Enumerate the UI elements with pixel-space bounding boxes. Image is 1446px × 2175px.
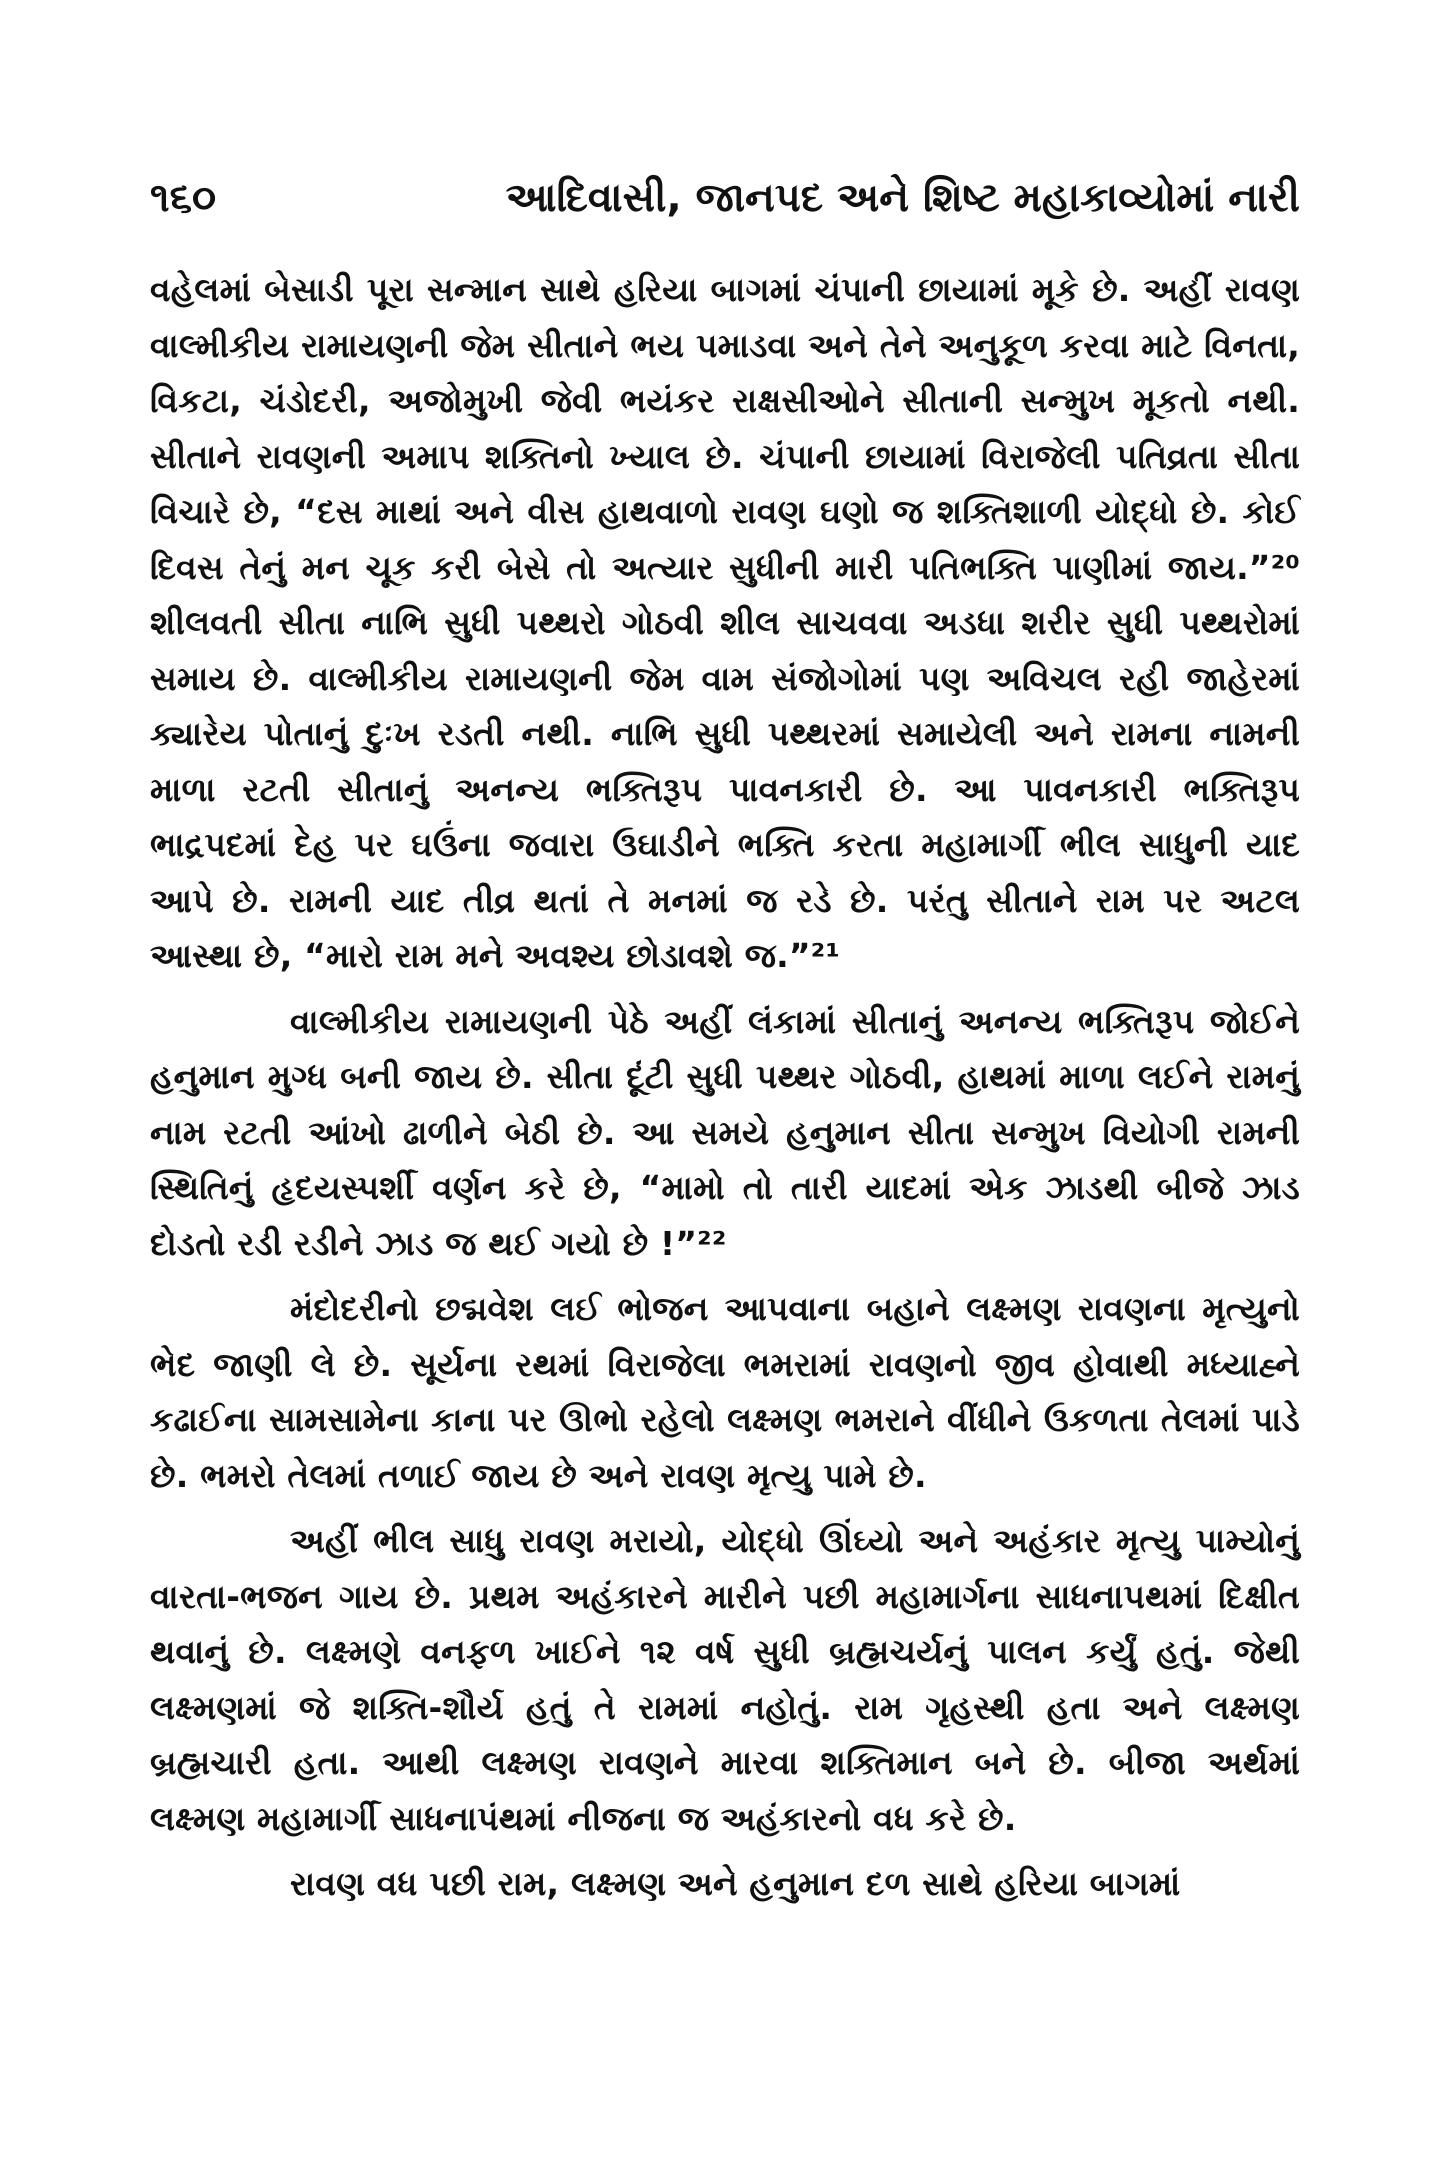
- page-number: ૧૬૦: [150, 175, 217, 221]
- paragraph-2: વાલ્મીકીય રામાયણની પેઠે અહીં લંકામાં સીતાનું અનન્ય ભક્તિરૂપ જોઈને હનુમાન મુગ્ધ બની જાય છે. સીતા દૂંટી સુધી પથ્થર ગોઠવી, હાથમાં માળા લઈને રામનું નામ રટતી આંખો ઢાળીને બેઠી છે. આ સમયે હનુમાન સીતા સન્મુખ વિયોગી રામની સ્થિતિનું હૃદયસ્પર્શી વર્ણન કરે છે, “મામો તો તારી યાદમાં એક ઝાડથી બીજે ઝાડ દોડતો રડી રડીને ઝાડ જ થઈ ગયો છે !”²²: [150, 1001, 1300, 1263]
- paragraph-1: વહેલમાં બેસાડી પૂરા સન્માન સાથે હરિયા બાગમાં ચંપાની છાયામાં મૂકે છે. અહીં રાવણ વાલ્મીકીય રામાયણની જેમ સીતાને ભય પમાડવા અને તેને અનુકૂળ કરવા માટે વિનતા, વિકટા, ચંડોદરી, અજોમુખી જેવી ભયંકર રાક્ષસીઓને સીતાની સન્મુખ મૂકતો નથી. સીતાને રાવણની અમાપ શક્તિનો ખ્યાલ છે. ચંપાની છાયામાં વિરાજેલી પતિવ્રતા સીતા વિચારે છે, “દસ માથાં અને વીસ હાથવાળો રાવણ ઘણો જ શક્તિશાળી યોદ્ધો છે. કોઈ દિવસ તેનું મન ચૂક કરી બેસે તો અત્યાર સુધીની મારી પતિભક્તિ પાણીમાં જાય.”²⁰ શીલવતી સીતા નાભિ સુધી પથ્થરો ગોઠવી શીલ સાચવવા અડધા શરીર સુધી પથ્થરોમાં સમાય છે. વાલ્મીકીય રામાયણની જેમ વામ સંજોગોમાં પણ અવિચલ રહી જાહેરમાં ક્યારેય પોતાનું દુઃખ રડતી નથી. નાભિ સુધી પથ્થરમાં સમાયેલી અને રામના નામની માળા રટતી સીતાનું અનન્ય ભક્તિરૂપ પાવનકારી છે. આ પાવનકારી ભક્તિરૂપ ભાદ્રપદમાં દેહ પર ઘઉંના જવારા ઉઘાડીને ભક્તિ કરતા મહામાર્ગી ભીલ સાધુની યાદ આપે છે. રામની યાદ તીવ્ર થતાં તે મનમાં જ રડે છે. પરંતુ સીતાને રામ પર અટલ આસ્થા છે, “મારો રામ મને અવશ્ય છોડાવશે જ.”²¹: [150, 270, 1300, 975]
- body-text: [150, 262, 1300, 1924]
- running-title: આદિવાસી, જાનપદ અને શિષ્ટ મહાકાવ્યોમાં નારી: [505, 175, 1300, 221]
- paragraph-5: રાવણ વધ પછી રામ, લક્ષ્મણ અને હનુમાન દળ સાથે હરિયા બાગમાં: [290, 1864, 1181, 1903]
- paragraph-3: મંદોદરીનો છદ્મવેશ લઈ ભોજન આપવાના બહાને લક્ષ્મણ રાવણના મૃત્યુનો ભેદ જાણી લે છે. સૂર્યના રથમાં વિરાજેલા ભમરામાં રાવણનો જીવ હોવાથી મધ્યાહ્ને કઢાઈના સામસામેના કાના પર ઊભો રહેલો લક્ષ્મણ ભમરાને વીંધીને ઉકળતા તેલમાં પાડે છે. ભમરો તેલમાં તળાઈ જાય છે અને રાવણ મૃત્યુ પામે છે.: [150, 1289, 1300, 1495]
- running-header: [150, 168, 1300, 228]
- paragraph-4: અહીં ભીલ સાધુ રાવણ મરાયો, યોદ્ધો ઊંઘ્યો અને અહંકાર મૃત્યુ પામ્યોનું વારતા-ભજન ગાય છે. પ્રથમ અહંકારને મારીને પછી મહામાર્ગના સાધનાપથમાં દિક્ષીત થવાનું છે. લક્ષ્મણે વનફળ ખાઈને ૧૨ વર્ષ સુધી બ્રહ્મચર્યનું પાલન કર્યું હતું. જેથી લક્ષ્મણમાં જે શક્તિ-શૌર્ય હતું તે રામમાં નહોતું. રામ ગૃહસ્થી હતા અને લક્ષ્મણ બ્રહ્મચારી હતા. આથી લક્ષ્મણ રાવણને મારવા શક્તિમાન બને છે. બીજા અર્થમાં લક્ષ્મણ મહામાર્ગી સાધનાપંથમાં નીજના જ અહંકારનો વધ કરે છે.: [150, 1521, 1300, 1838]
